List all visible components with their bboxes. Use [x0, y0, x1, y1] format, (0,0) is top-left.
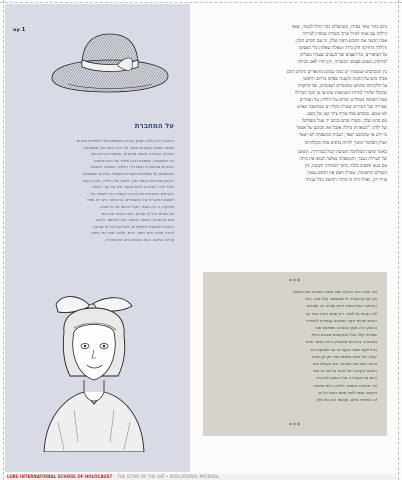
quote-line: שמרתי עליו בכל המקומות שבהם הייתי, [310, 332, 377, 338]
sidebar-line: ואת זכרונותיו, ואפשר לסיפור הזה להימסר הלאה [95, 217, 174, 223]
sidebar-text [23, 138, 174, 244]
body-line: שציירה ועל השירים ששרה בקול רם כשחשבה שאיש [297, 105, 387, 111]
testimony-quote-box [203, 272, 387, 436]
hat-illustration [48, 26, 172, 103]
page-footer [5, 474, 397, 480]
body-line: על הציפורים, על העצים ועל העננים שעברו מעליהן [299, 53, 387, 59]
quote-line: במחנות, ברכבות ובאניות, והוא נשאר איתי [306, 339, 377, 345]
body-line: הבגדים והתמונות, שמרה האם את הכובע עטוף [307, 170, 387, 176]
footer-text [7, 474, 219, 480]
footer-left-text: LORE INTERNATIONAL SCHOOL OF HOLOCAUST [7, 474, 113, 479]
sidebar-line: ומבוססים על תצלומים מקוריים ששמרו בארכיון המשפחה [82, 170, 174, 176]
body-line: ביום בהיר אחד בסתיו, כשהעלים כבר החלו לנשור, יצאה [291, 25, 387, 30]
body-line: והילדה החזיקה חזק בידה ושאלה שאלות בלי הפסקה [298, 46, 387, 52]
quote-text [213, 288, 377, 403]
right-guide-line [398, 0, 399, 480]
sidebar-heading: על המחברת [134, 122, 174, 130]
article-body [203, 24, 387, 184]
quote-line: החזיקה אותו בשתי ידיים ועיניה היו עצובות [306, 303, 377, 309]
quote-line: החנות הקטנה של אבא ברחוב הראשי [313, 368, 377, 374]
body-line: אביה כתב על החנות הקטנה שפתח ברחוב הראשי, [301, 76, 387, 82]
quote-line: מן הארון ואמרה לי שאשמור עליו טוב. היא [305, 296, 377, 302]
quote-line: היום אני מעבירה את הכובע לנכדתי, [316, 375, 377, 381]
quote-line: לא הבנתי אז למה. רק שנים רבות אחר כך [305, 310, 377, 316]
sidebar-line: עריכה ועיצוב: צוות המגמה וחוג ההיסטוריה [105, 236, 174, 242]
body-line: הילדה עם אמה לטיול ארוך בשדות שמחוץ לעיירה [302, 32, 387, 38]
quote-line: אני זוכרת את הבוקר שבו אמא הוציאה את הכובע [293, 289, 377, 294]
body-line: עם מעט חפצים בלבד. בתוך המזוודה הקטנה, בין [304, 163, 387, 169]
sidebar-line: הקטעים המובאים כאן נערכו בקפידה כדי לשמור על [90, 190, 174, 196]
quote-line: כדי שתזכור ותספר הלאה, כמו שאמא [313, 382, 377, 388]
body-line: שהכול יסתדר למרות השמועות שהגיעו מן הער הגדולה [294, 90, 387, 96]
quote-line: זה הסיפור שלנו, ועכשיו הוא גם שלך [315, 397, 377, 403]
quote-line: קולה של אמא מזמזם שיר ישן מן הבית [312, 353, 377, 359]
body-line: בנייר דק, כאילו היה זה הדבר החשוב מכל שנותר [305, 177, 387, 183]
body-line: אמה חבשה את הכובע היפה שלה, זה עם הסרט הלבן, [295, 39, 387, 45]
body-line: לא שומע. במכתב אחד צורף ציור קטן של כובע, [306, 112, 387, 118]
sidebar-line: במהלך העבודה נאספו מכתבים, תמונות ועדויות מפי [91, 151, 174, 157]
quote-line: בכל פעם שאני נוגעת בו אני שומעת את [310, 346, 377, 352]
sidebar-line: הכובע שבראש העמוד שייך לאמה של הילדה, והוא הועבר [81, 177, 174, 183]
sidebar-line: האיורים שבחוברת נעשו בידי תלמידי המגמה לאמנות [90, 164, 174, 170]
body-line: בין המכתבים שנשמרו יש כמה שבהם מתוארים הימים ההם [286, 69, 387, 75]
body-line: של ילדה: "כשאהיה גדולה אקבל את הכובע של אמא" [296, 126, 387, 132]
quote-line: ורואה שוב את השדות, את העצים ואת [312, 361, 377, 367]
body-line: על הלקוחות שהגיעו מהכפרים הסמוכים, ועל התקווה [298, 83, 387, 89]
quote-stars-bottom: *** [289, 422, 301, 429]
sidebar-line: מדור לדור כמזכרת לבית שנעזב ולא שב עוד לעולם [92, 184, 174, 190]
sidebar-line: החוברת הזו נולדה מתוך עבודה משותפת של תלמידים ומורים [76, 138, 174, 143]
left-guide-line [3, 0, 4, 480]
body-line: אמה הוסיפה בשוליים דברים על הילדה, על הציורים [299, 97, 387, 103]
sidebar-line: שיצאו למסע בעקבות סיפור על ילדה אחת ועל משפחתה [83, 144, 174, 150]
body-line: כאשר פרצה המלחמה השתנה הכול במהירות. השקט [297, 149, 387, 155]
quote-line: הכובע היה מעין הבטחה שניפגש שוב [315, 325, 377, 331]
sidebar-line: לשונם המקורית של המספרים, גם כאשר היא לא תמיד [86, 197, 174, 203]
page-number: 1 עמ [13, 27, 26, 33]
body-line: עם סרט ועלה, ובצידו נכתב בכתב יד עגול ומסולסל [302, 119, 387, 125]
quote-line: הבנתי שהיא ידעה שאנחנו עומדות להיפרד [306, 317, 377, 323]
sidebar-line: מדויקת, כי בה נשמר הקול האישי של מי שזכרו [99, 203, 174, 209]
sidebar-line: החוברת מיועדת לתלמידים, למורים ולכל מי שרוצה [92, 223, 174, 229]
top-guide-line [0, 2, 402, 3]
footer-right-text: THE STORY OF THE HAT • EDUCATIONAL MATERIAL [117, 474, 220, 479]
body-line: ושרק הסיפור ימשיך לחיות בדפים אלה ובקולותינו [304, 140, 387, 146]
sidebar-line: בני המשפחה, ומתוכם נבנה סיפור של חיים שלמים [94, 157, 174, 163]
body-line: למרחוק נשמעו פעמוני הכנסייה, והן חזרו לאט הביתה [297, 60, 387, 66]
sidebar-line: אנו מודים לכל מי שסייע, פתח בפנינו את ביתו [101, 210, 174, 216]
sidebar-line: להכיר סיפור אחד מתוך רבים, ולזכור אותו יחד איתנו [91, 230, 174, 236]
girl-portrait-illustration [34, 292, 154, 452]
body-line: של העיירה נשבר, והמשפחה נאלצה לעזוב את ביתה [299, 156, 387, 162]
body-line: מי ידע אז שהכובע ישאר, ושבית המשפחה לא ישאר [298, 133, 387, 139]
quote-stars-top: *** [289, 278, 301, 285]
quote-line: ביקשה ממני לפני שנים רבות כל כך [317, 389, 377, 395]
